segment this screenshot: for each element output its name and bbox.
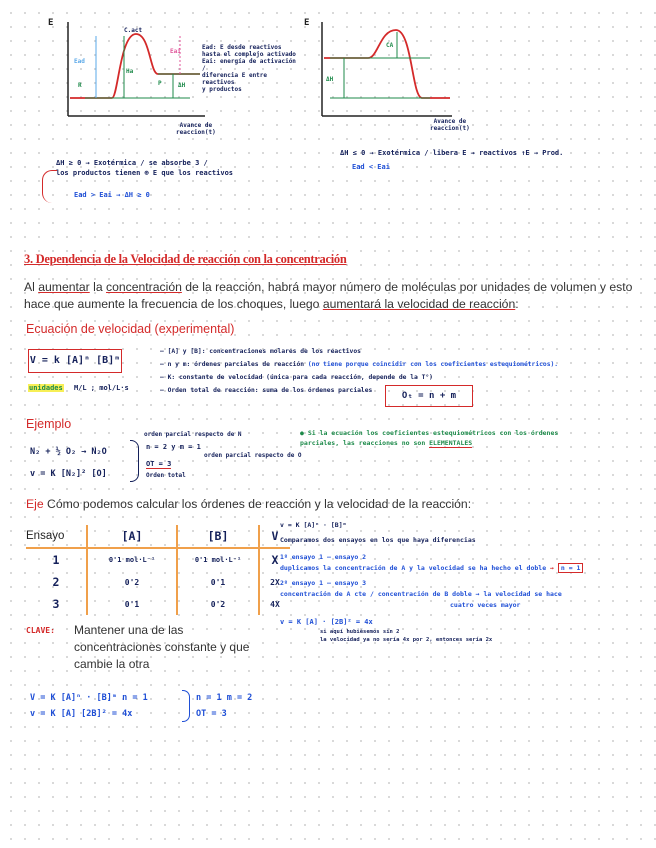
working-line: concentración de A cte / concentración de B doble → la velocidad se hace [280, 590, 562, 598]
table-row [26, 593, 290, 615]
label-r: R [78, 82, 82, 89]
final-equations [30, 690, 148, 722]
text-underlined: ELEMENTALES [429, 439, 473, 447]
intro-paragraph [24, 279, 636, 313]
curved-arrow [42, 170, 57, 203]
energy-diagram-left [40, 14, 300, 144]
x-label-line: reaccion(t) [176, 129, 216, 136]
header-ensayo: Ensayo [26, 525, 87, 548]
example-equations [30, 441, 107, 485]
text-run: de la reacción, habrá mayor número de moléculas por unidades de volumen y esto hace que aumente la frecuencia de los choques, luego [24, 280, 633, 311]
note-line: Ead: E desde reactivos [202, 44, 282, 51]
axis-label-e: E [304, 18, 310, 28]
definition-line: – K: constante de velocidad (única para cada reacción, depende de la T°) [160, 374, 433, 381]
exo-note [56, 158, 233, 200]
cell: 2X [270, 577, 280, 587]
working-line: Comparamos dos ensayos en los que haya diferencias [280, 536, 476, 544]
text-underlined: aumentará la velocidad de reacción [322, 297, 516, 311]
exercise-line [26, 497, 471, 511]
table-row [26, 548, 290, 571]
energy-diagram-right [300, 14, 480, 144]
cell: 0'1 [177, 571, 259, 593]
final-line: n = 1 m = 2 [196, 693, 253, 703]
cell: 3 [26, 593, 87, 615]
cell: 0'1 [87, 593, 177, 615]
working-line: duplicamos la concentración de A y la velocidad se ha hecho el doble → n = 1 [280, 563, 640, 574]
key-label: CLAVE: [26, 626, 55, 635]
left-graph-notes [202, 44, 302, 93]
note-line: ΔH ≤ 0 → Exotérmica / libera E → reactivos ↑E → Prod. [340, 149, 564, 157]
label-ha: Ha [126, 68, 134, 75]
label-dh: ΔH [178, 82, 186, 89]
endo-note [340, 148, 563, 172]
example-heading: Ejemplo [26, 417, 72, 431]
total-order-text: OT = 3 [146, 460, 172, 468]
order-note-total: Orden total [146, 472, 186, 479]
header-a: [A] [87, 525, 177, 548]
table-row [26, 571, 290, 593]
rate-formula-box: V = k [A]ⁿ [B]ᵐ [28, 349, 122, 373]
reaction-curve [324, 30, 450, 98]
brace [130, 440, 139, 482]
exercise-text: Cómo podemos calcular los órdenes de reacción y la velocidad de la reacción: [43, 497, 472, 511]
right-x-label [430, 118, 470, 132]
label-ead: Ead [74, 58, 85, 65]
working-line: cuatro veces mayor [450, 601, 521, 609]
working-line: v = K [A] · [2B]² = 4x [280, 618, 373, 626]
peak-label: C.act [124, 27, 143, 34]
definition-line [160, 358, 630, 371]
elemental-note [300, 428, 630, 448]
final-result [196, 690, 252, 722]
cell: 0'2 [177, 593, 259, 615]
working-line: 2º ensayo 1 – ensayo 3 [280, 579, 367, 587]
example-total [146, 460, 171, 468]
example-orders [146, 443, 201, 451]
order-note-o: orden parcial respecto de O [204, 452, 302, 459]
equation-heading: Ecuación de velocidad (experimental) [26, 322, 235, 336]
cell: X [271, 553, 279, 567]
label-p: P [158, 80, 162, 87]
key-text: Mantener una de las concentraciones constante y que cambie la otra [74, 623, 250, 671]
header-b: [B] [177, 525, 259, 548]
note-line: y productos [202, 86, 242, 93]
cell: 0'2 [87, 571, 177, 593]
header-v: V [259, 525, 290, 548]
note-line: Ead < Eai [352, 163, 390, 171]
section-title: 3. Dependencia de la Velocidad de reacción con la concentración [24, 252, 347, 266]
note-line: Ead > Eai → ΔH ≥ 0 [74, 191, 150, 199]
units-value: M/L ; mol/L·s [73, 384, 129, 392]
note-line: ● Si la ecuación los coeficientes estequiométricos con los órdenes [300, 429, 559, 437]
working-line: si aquí hubiésemos sin 2 [320, 629, 400, 635]
definition-line: – [A] y [B]: concentraciones molares de los reactivos [160, 348, 361, 355]
working-line: v = K [A]ⁿ · [B]ᵐ [280, 521, 347, 529]
example-rate-law: v = K [N₂]² [O] [30, 469, 107, 479]
label-eai: Eai [170, 48, 181, 55]
workings [280, 520, 640, 644]
total-order-box: Oₜ = n + m [385, 385, 473, 407]
text-run: la [89, 280, 106, 294]
axis-label-e: E [48, 18, 54, 28]
working-line: 1º ensayo 1 – ensayo 2 [280, 553, 367, 561]
text-run: duplicamos la concentración de A y la velocidad se ha hecho el doble [280, 564, 547, 572]
exercise-label: Eje [26, 497, 44, 511]
note-line: Eai: energía de activación / [202, 58, 296, 72]
x-label-line: Avance de [179, 122, 213, 129]
final-line: v = K [A] [2B]² = 4x [30, 709, 133, 719]
example-reaction: N₂ + ½ O₂ → N₂O [30, 447, 107, 457]
data-table [26, 525, 290, 615]
cell: 1 [26, 548, 87, 571]
note-line: los productos tienen ⊕ E que los reactivos [56, 169, 234, 177]
label-dh: ΔH [326, 76, 334, 83]
final-line: OT = 3 [196, 709, 227, 719]
text-run: Al [24, 280, 39, 294]
text-run: : [515, 297, 519, 311]
text-run: (no tiene porque coincidir con los coeficientes estequiométricos). [307, 361, 559, 368]
cell: 4X [270, 599, 280, 609]
orders-text: n = 2 y m = 1 [146, 443, 201, 451]
cell: 0'1 mol·L⁻¹ [87, 548, 177, 571]
trials-table [26, 525, 290, 615]
order-note-n: orden parcial respecto de N [144, 431, 242, 438]
text-run: – n y m: órdenes parciales de reacción [160, 361, 308, 368]
note-line [300, 438, 630, 448]
note-line: ΔH ≥ 0 → Exotérmica / se absorbe 3 / [56, 159, 208, 167]
working-line: la velocidad ya no sería 4x por 2, entonces sería 2x [320, 637, 493, 643]
label-ca: CA [386, 42, 394, 49]
final-line: V = K [A]ⁿ · [B]ᵐ n = 1 [30, 693, 148, 703]
note-line: diferencia E entre reactivos [202, 72, 268, 86]
note-line: hasta el complejo activado [202, 51, 296, 58]
final-brace [182, 690, 190, 722]
text-underlined: aumentar [38, 280, 90, 294]
cell: 2 [26, 571, 87, 593]
n-result: n = 1 [558, 563, 584, 573]
definition-line: – Orden total de reacción: suma de los órdenes parciales [160, 387, 373, 394]
x-label-line: reaccion(t) [430, 125, 470, 132]
units-label: unidades [29, 384, 63, 392]
cell: 0'1 mol·L⁻¹ [177, 548, 259, 571]
left-x-label [176, 122, 216, 136]
text-run: parciales, las reacciones no son [300, 439, 430, 447]
text-underlined: concentración [106, 280, 182, 294]
units-row [28, 384, 129, 392]
x-label-line: Avance de [433, 118, 467, 125]
table-header-row [26, 525, 290, 548]
